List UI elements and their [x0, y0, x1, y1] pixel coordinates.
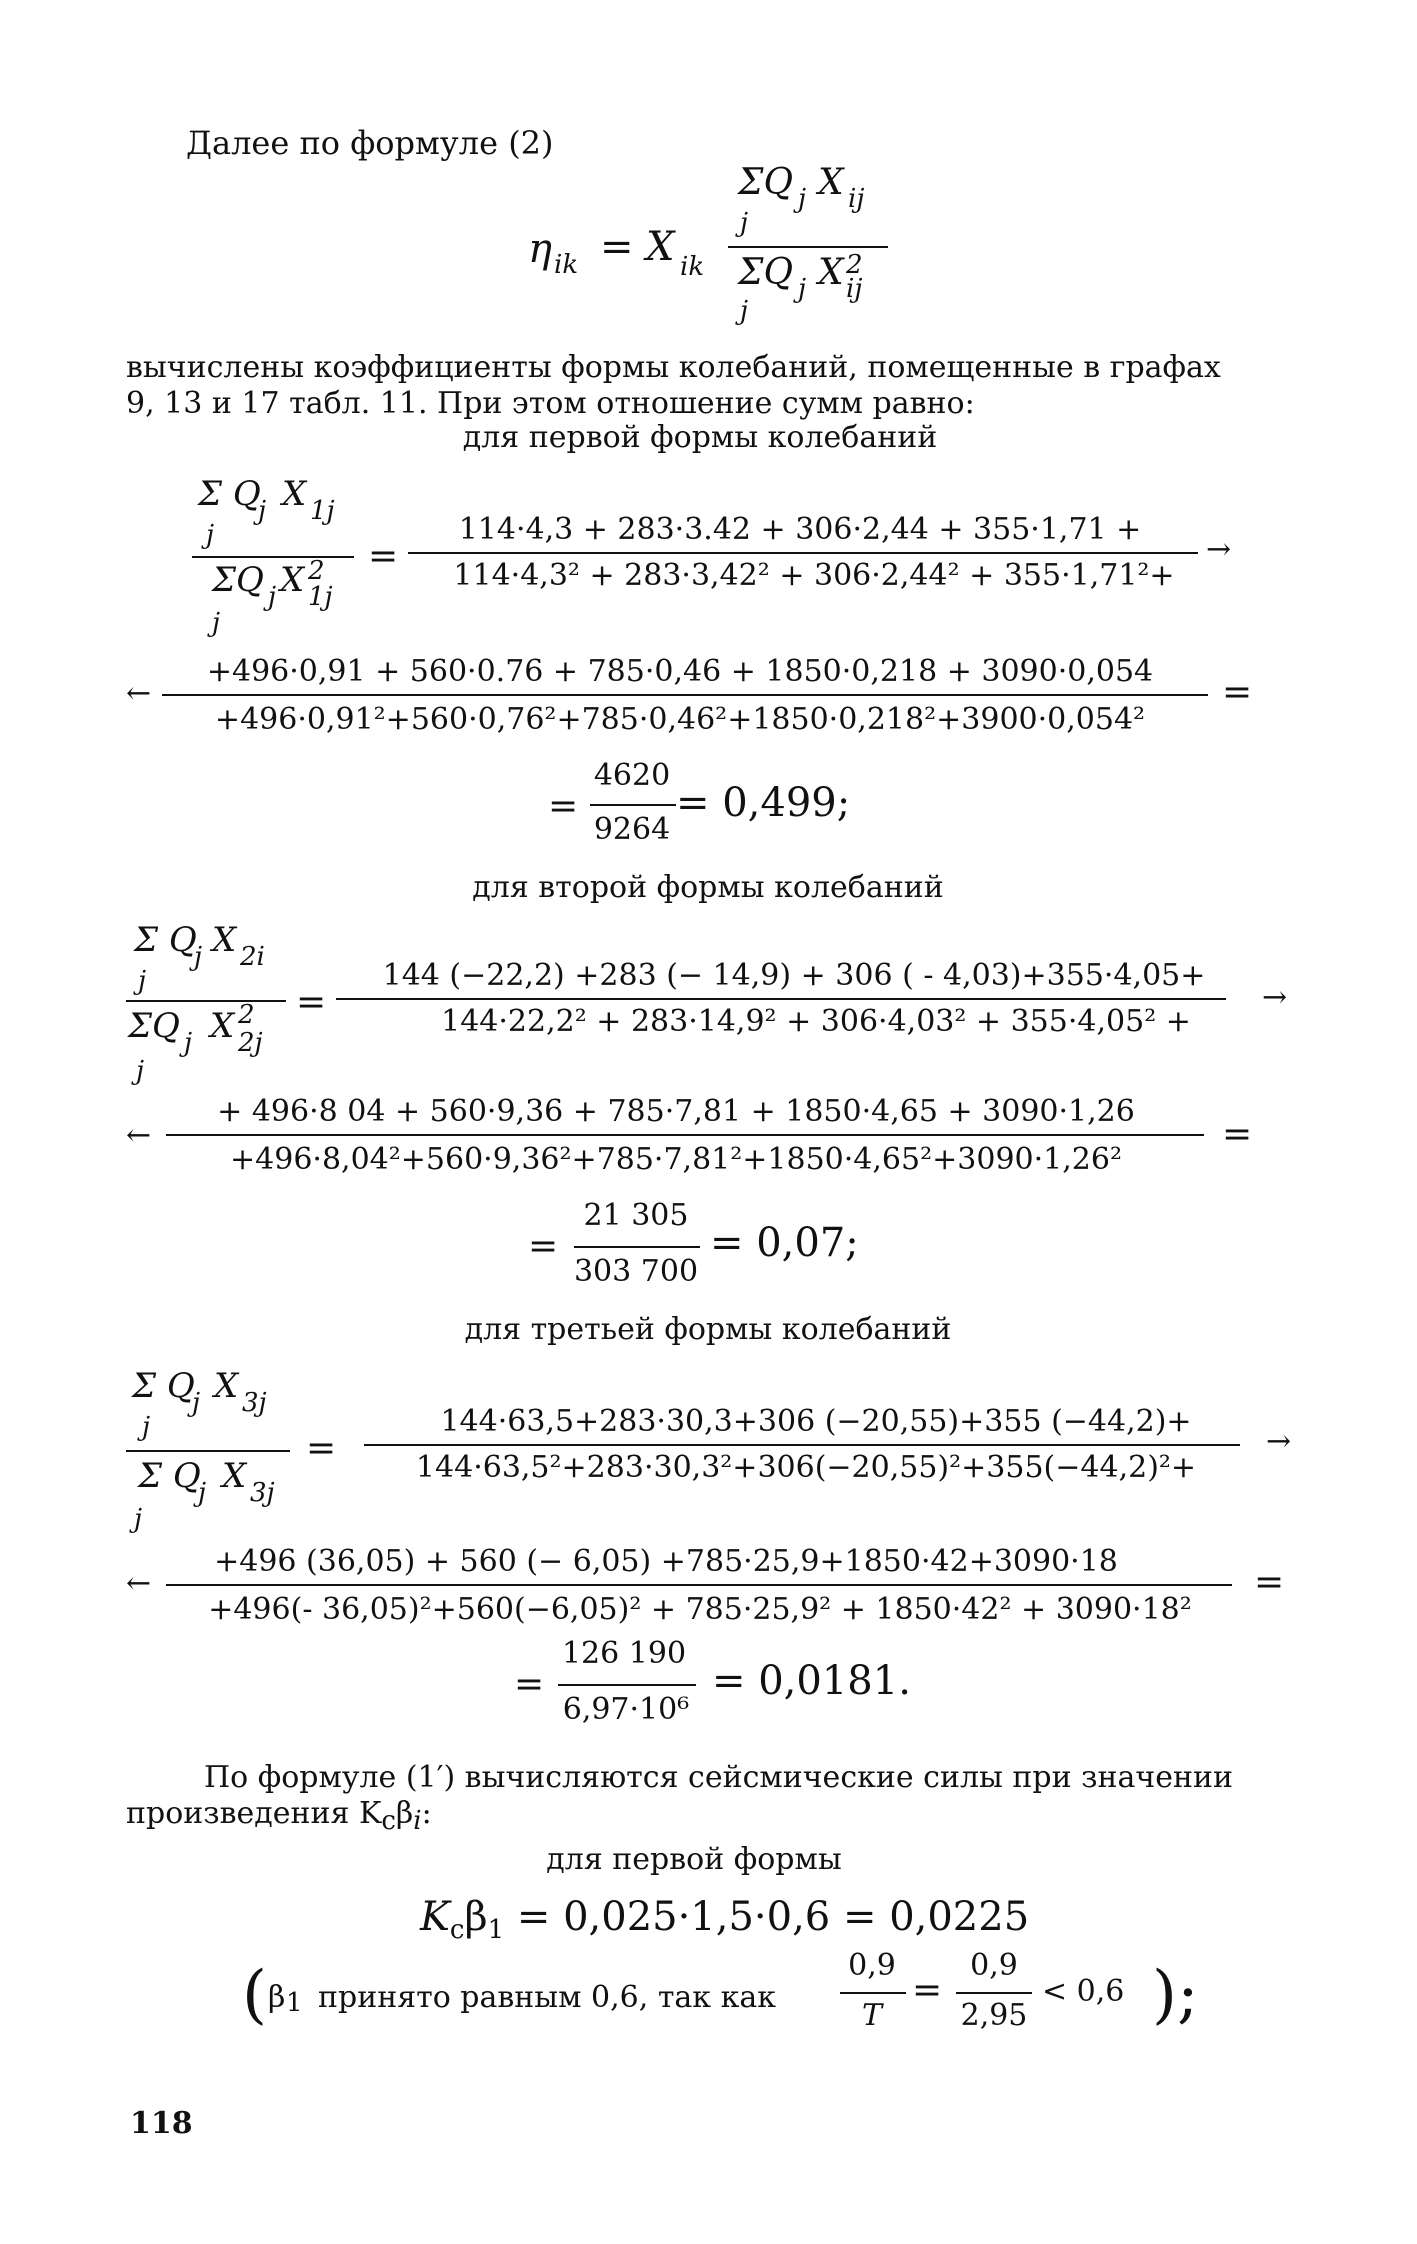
main-fraction-bar	[728, 246, 888, 248]
equals-sign: =	[368, 536, 399, 577]
result-numerator: 21 305	[583, 1198, 689, 1233]
result-denominator: 9264	[593, 812, 671, 847]
close-paren: );	[1152, 1958, 1199, 2032]
continue-arrow-left: ←	[126, 1566, 152, 1601]
result-value: = 0,0181.	[712, 1658, 911, 1704]
lhs-den-index: j	[136, 1056, 145, 1086]
section-heading: для первой формы	[546, 1842, 842, 1877]
main-equals: =	[600, 224, 634, 270]
lhs-num-sum: Σ Q	[198, 474, 261, 514]
numerator-line-2: + 496·8 04 + 560·9,36 + 785·7,81 + 1850·4,65 + 3090·1,26	[217, 1094, 1135, 1129]
lhs-num-q-sub: j	[192, 1388, 201, 1418]
lhs-den-sum: Σ Q	[138, 1456, 201, 1496]
beta-subscript: i	[413, 1806, 422, 1836]
equals-sign: =	[548, 786, 579, 827]
lhs-num-q-sub: j	[258, 496, 267, 526]
lhs-den-x-sup: 2	[308, 556, 325, 586]
main-den-sum: ΣQ	[738, 252, 793, 293]
lhs-num-x: X	[214, 1366, 239, 1406]
main-num-x: X	[818, 162, 844, 203]
main-num-index: j	[740, 208, 749, 238]
paragraph-line: По формуле (1′) вычисляются сейсмические силы при значении	[204, 1760, 1233, 1795]
result-fraction-bar	[590, 804, 676, 806]
k-formula	[420, 1894, 1029, 1945]
paragraph-line: 9, 13 и 17 табл. 11. При этом отношение сумм равно:	[126, 386, 975, 421]
lhs-den-x: X	[222, 1456, 247, 1496]
main-num-sum: ΣQ	[738, 162, 793, 203]
note-fraction2-bar	[956, 1992, 1032, 1994]
x-coef-subscript: ik	[680, 252, 705, 282]
denominator-line-1: 144·63,5²+283·30,3²+306(−20,55)²+355(−44,2)²+	[415, 1450, 1197, 1485]
main-num-x-sub: ij	[848, 184, 865, 214]
lhs-num-x-sub: 3j	[242, 1388, 267, 1418]
result-value: = 0,499;	[676, 780, 851, 826]
lhs-fraction-bar	[126, 1450, 290, 1452]
equals-sign: =	[1254, 1562, 1285, 1603]
lhs-den-x-sub: 1j	[308, 582, 333, 612]
result-denominator: 303 700	[573, 1254, 699, 1289]
k-symbol: K	[420, 1894, 450, 1940]
k-subscript: c	[381, 1806, 396, 1836]
lhs-num-x-sub: 1j	[310, 496, 335, 526]
lhs-num-x: X	[212, 920, 237, 960]
lhs-den-x-sub: 3j	[250, 1478, 275, 1508]
eta-subscript: ik	[554, 250, 579, 280]
note-fraction2-numerator: 0,9	[970, 1948, 1018, 1983]
result-numerator: 4620	[593, 758, 671, 793]
continue-arrow-right: →	[1206, 532, 1232, 567]
continue-arrow-right: →	[1262, 980, 1288, 1015]
main-den-index: j	[740, 296, 749, 326]
lhs-num-x-sub: 2i	[240, 942, 265, 972]
beta-subscript: 1	[286, 1988, 303, 2018]
lhs-fraction-bar	[126, 1000, 286, 1002]
result-value: = 0,07;	[710, 1220, 859, 1266]
main-den-x-sub: ij	[846, 274, 863, 304]
result-denominator: 6,97·10⁶	[562, 1692, 690, 1727]
denominator-line-2: +496·0,91²+560·0,76²+785·0,46²+1850·0,218²+3900·0,054²	[214, 702, 1146, 737]
continue-arrow-left: ←	[126, 1118, 152, 1153]
fraction-bar-2	[166, 1584, 1232, 1586]
lhs-den-index: j	[212, 608, 221, 638]
colon: :	[421, 1796, 432, 1831]
equals-sign: =	[528, 1226, 559, 1267]
paragraph-text: произведения K	[126, 1796, 382, 1831]
lhs-den-x: X	[210, 1006, 235, 1046]
section-heading: для первой формы колебаний	[462, 420, 938, 455]
note-comparison: < 0,6	[1042, 1974, 1125, 2009]
open-paren: (	[242, 1958, 267, 2032]
fraction-bar-1	[336, 998, 1226, 1000]
lhs-den-index: j	[134, 1504, 143, 1534]
note-fraction-bar	[840, 1992, 906, 1994]
numerator-line-2: +496 (36,05) + 560 (− 6,05) +785·25,9+1850·42+3090·18	[214, 1544, 1118, 1579]
main-num-sub: j	[798, 184, 807, 214]
fraction-bar-2	[162, 694, 1208, 696]
lhs-num-index: j	[138, 966, 147, 996]
lhs-num-index: j	[142, 1412, 151, 1442]
fraction-bar-1	[364, 1444, 1240, 1446]
denominator-line-1: 114·4,3² + 283·3,42² + 306·2,44² + 355·1,71²+	[453, 558, 1175, 593]
numerator-line-2: +496·0,91 + 560·0.76 + 785·0,46 + 1850·0,218 + 3090·0,054	[206, 654, 1154, 689]
result-fraction-bar	[558, 1684, 696, 1686]
fraction-bar-1	[408, 552, 1198, 554]
equals-sign: =	[514, 1664, 545, 1705]
beta-subscript: 1	[487, 1915, 505, 1945]
eta-symbol: η	[528, 226, 552, 272]
lhs-den-q-sub: j	[198, 1478, 207, 1508]
lhs-den-x-sub: 2j	[238, 1028, 263, 1058]
lhs-num-sum: Σ Q	[132, 1366, 195, 1406]
page-number: 118	[130, 2106, 193, 2141]
lhs-den-q-sub: j	[184, 1028, 193, 1058]
equals-sign: =	[306, 1428, 337, 1469]
lhs-num-index: j	[206, 520, 215, 550]
fraction-bar-2	[166, 1134, 1204, 1136]
numerator-line-1: 144·63,5+283·30,3+306 (−20,55)+355 (−44,2)+	[440, 1404, 1192, 1439]
result-numerator: 126 190	[561, 1636, 687, 1671]
result-fraction-bar	[574, 1246, 700, 1248]
lhs-num-x: X	[282, 474, 307, 514]
lhs-fraction-bar	[192, 556, 354, 558]
lhs-den-x-sup: 2	[238, 1000, 255, 1030]
lhs-num-q-sub: j	[194, 942, 203, 972]
main-den-x-sup: 2	[846, 250, 863, 280]
k-formula-value: = 0,025·1,5·0,6 = 0,0225	[516, 1894, 1030, 1940]
lhs-num-sum: Σ Q	[134, 920, 197, 960]
note-fraction-denominator: T	[861, 1998, 883, 2033]
main-den-sub: j	[798, 274, 807, 304]
intro-text: Далее по формуле (2)	[186, 124, 554, 162]
main-den-x: X	[818, 252, 844, 293]
x-coef: X	[646, 224, 675, 270]
equals-sign: =	[912, 1970, 943, 2011]
section-heading: для третьей формы колебаний	[464, 1312, 952, 1347]
denominator-line-1: 144·22,2² + 283·14,9² + 306·4,03² + 355·4,05² +	[441, 1004, 1191, 1039]
beta-symbol: β	[395, 1796, 414, 1831]
denominator-line-2: +496·8,04²+560·9,36²+785·7,81²+1850·4,65²+3090·1,26²	[230, 1142, 1122, 1177]
paragraph-line: вычислены коэффициенты формы колебаний, помещенные в графах	[126, 350, 1221, 385]
lhs-den-x: X	[280, 560, 305, 600]
paragraph-line	[126, 1796, 432, 1836]
k-subscript: c	[449, 1915, 465, 1945]
note-text: принято равным 0,6, так как	[318, 1980, 776, 2015]
equals-sign: =	[296, 982, 327, 1023]
note-fraction-numerator: 0,9	[848, 1948, 896, 1983]
beta-symbol: β	[268, 1980, 286, 2015]
lhs-den-sum: ΣQ	[212, 560, 264, 600]
equals-sign: =	[1222, 1114, 1253, 1155]
continue-arrow-left: ←	[126, 676, 152, 711]
lhs-den-q-sub: j	[268, 582, 277, 612]
section-heading: для второй формы колебаний	[472, 870, 944, 905]
note-fraction2-denominator: 2,95	[960, 1998, 1028, 2033]
denominator-line-2: +496(- 36,05)²+560(−6,05)² + 785·25,9² + 1850·42² + 3090·18²	[208, 1592, 1192, 1627]
numerator-line-1: 144 (−22,2) +283 (− 14,9) + 306 ( - 4,03)+355·4,05+	[382, 958, 1206, 993]
lhs-den-sum: ΣQ	[128, 1006, 180, 1046]
numerator-line-1: 114·4,3 + 283·3.42 + 306·2,44 + 355·1,71 +	[458, 512, 1142, 547]
beta-symbol: β	[464, 1894, 488, 1940]
equals-sign: =	[1222, 672, 1253, 713]
continue-arrow-right: →	[1266, 1424, 1292, 1459]
